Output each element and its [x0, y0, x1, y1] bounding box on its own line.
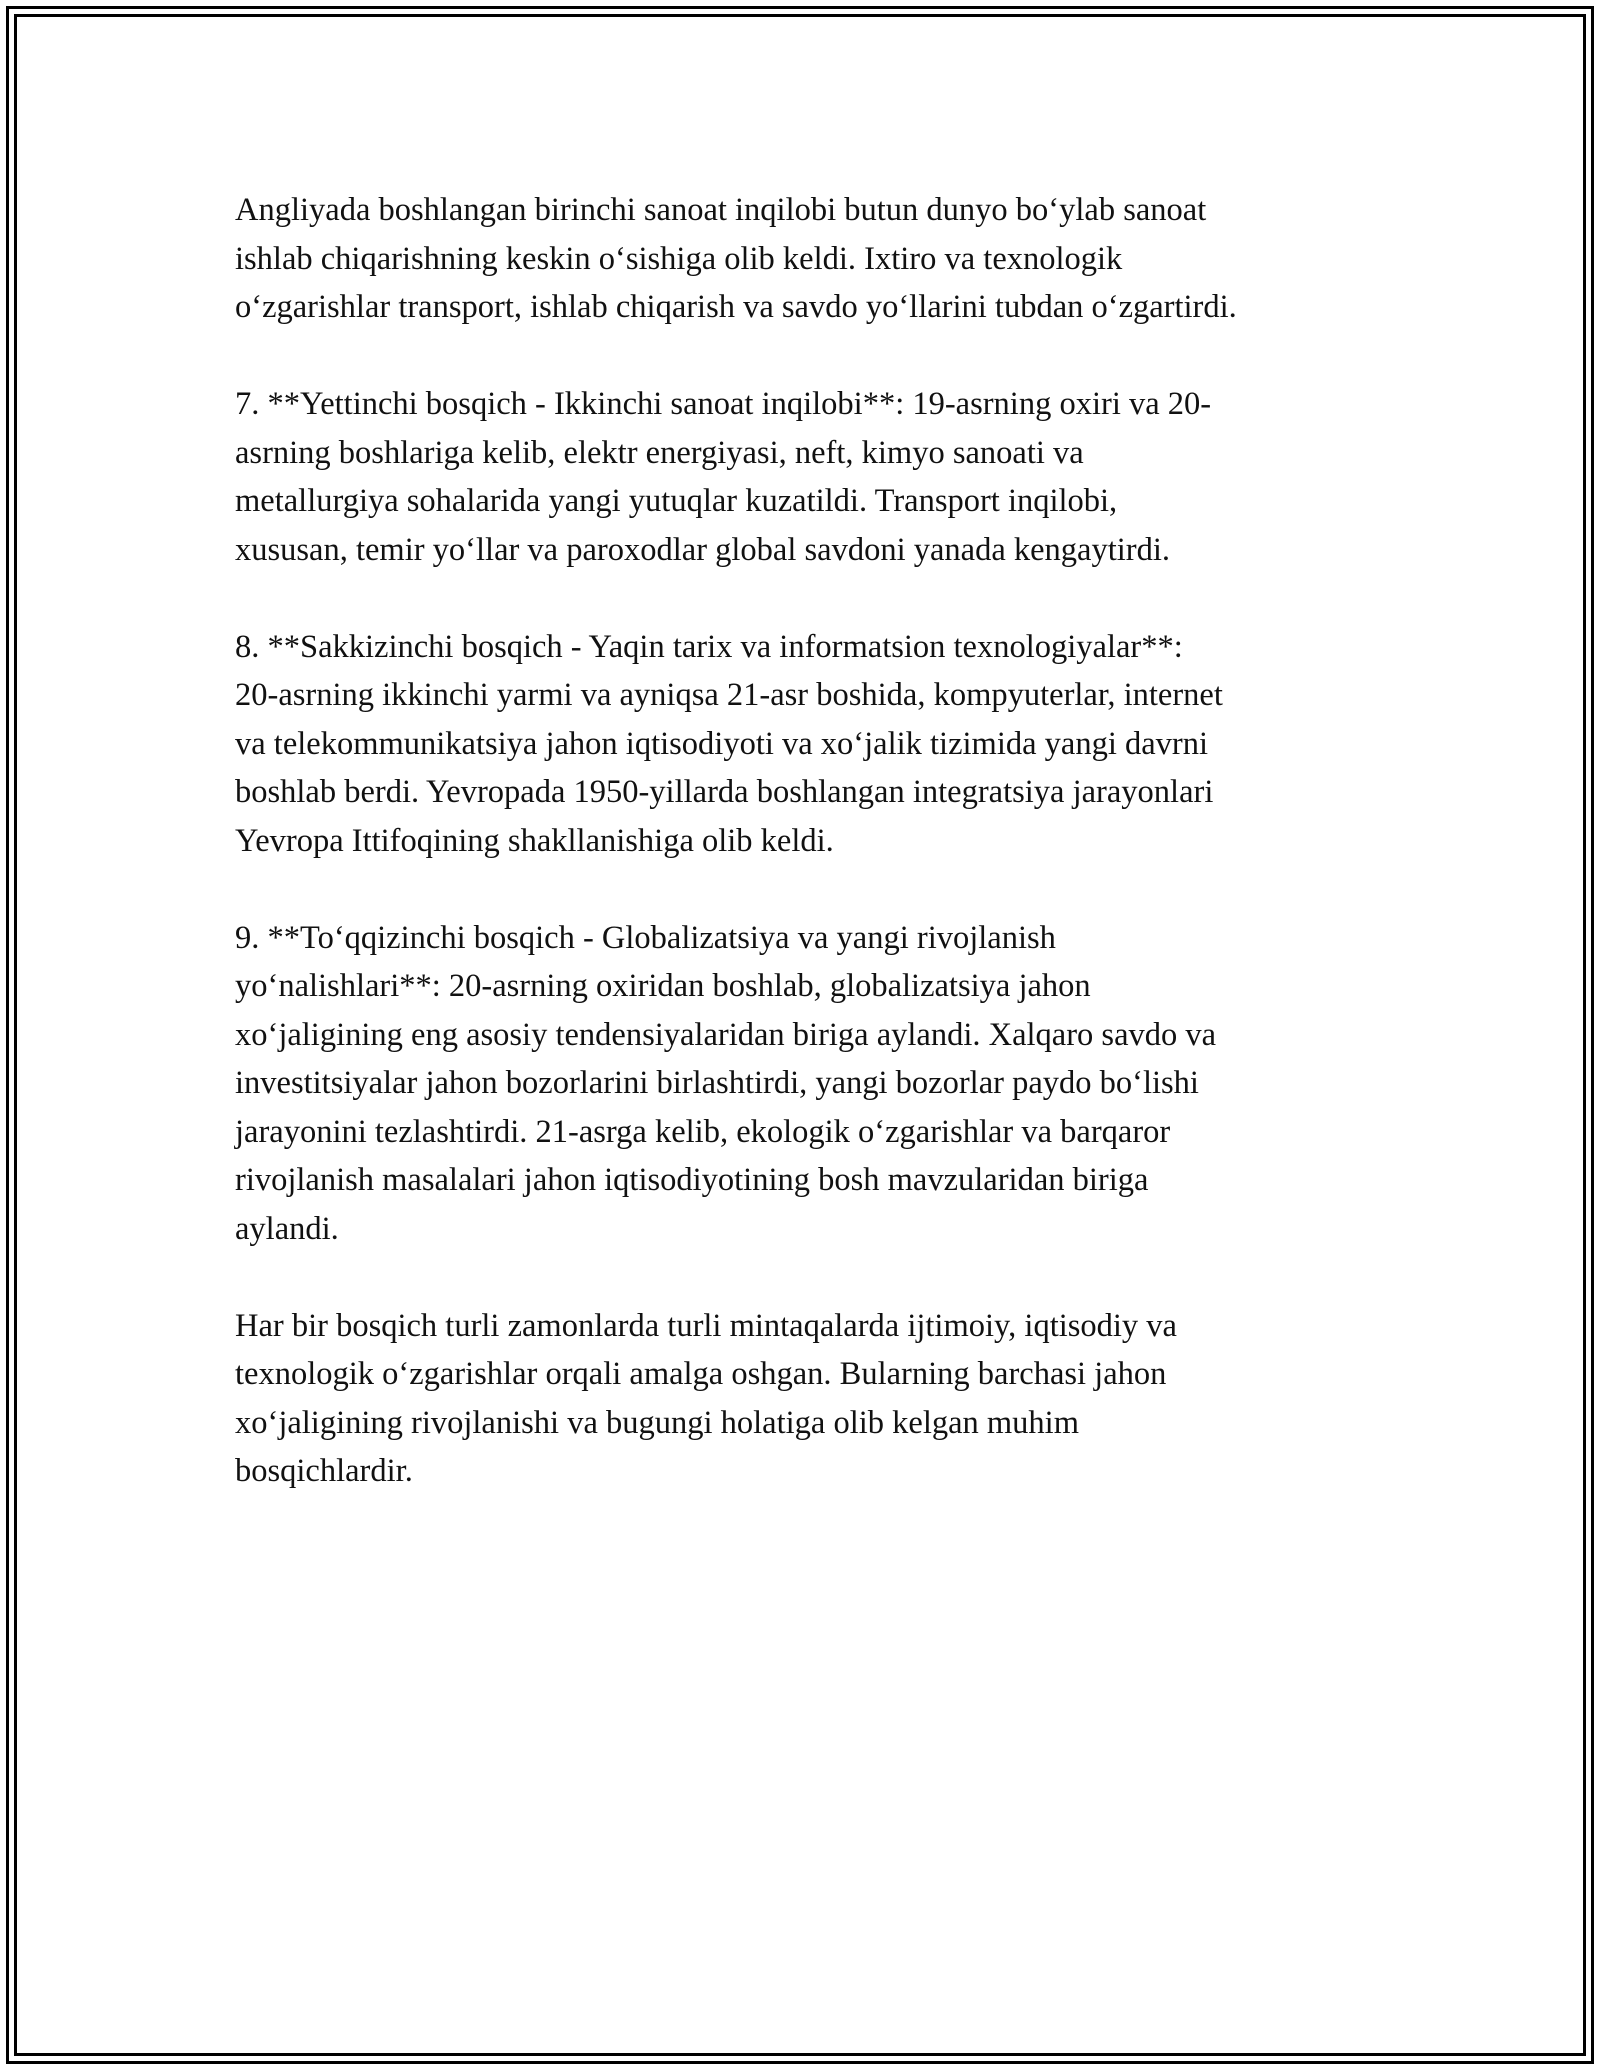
paragraph-stage-8: 8. **Sakkizinchi bosqich - Yaqin tarix va informatsion texnologiyalar**: 20-asrning ikkinchi yarmi va ayniqsa 21-asr boshida, kompyuterlar, internet va telekommunikatsiya jahon iqtisodiyoti va xo‘jalik tizimida yangi davrni boshlab berdi. Yevropada 1950-yillarda boshlangan integratsiya jarayonlari Yevropa Ittifoqining shakllanishiga olib keldi. [235, 628, 1223, 859]
paragraph-intro: Angliyada boshlangan birinchi sanoat inqilobi butun dunyo bo‘ylab sanoat ishlab chiqarishning keskin o‘sishiga olib keldi. Ixtiro va texnologik o‘zgarishlar transport, ishlab chiqarish va savdo yo‘llarini tubdan o‘zgartirdi. [235, 192, 1237, 325]
paragraph-stage-7: 7. **Yettinchi bosqich - Ikkinchi sanoat inqilobi**: 19-asrning oxiri va 20- asrning boshlariga kelib, elektr energiyasi, neft, kimyo sanoati va metallurgiya sohalarida yangi yutuqlar kuzatildi. Transport inqilobi, xususan, temir yo‘llar va paroxodlar global savdoni yanada kengaytirdi. [235, 386, 1212, 568]
paragraph-conclusion: Har bir bosqich turli zamonlarda turli mintaqalarda ijtimoiy, iqtisodiy va texnologik o‘zgarishlar orqali amalga oshgan. Bularning barchasi jahon xo‘jaligining rivojlanishi va bugungi holatiga olib kelgan muhim bosqichlardir. [235, 1307, 1177, 1489]
paragraph-stage-9: 9. **To‘qqizinchi bosqich - Globalizatsiya va yangi rivojlanish yo‘nalishlari**: 20-asrning oxiridan boshlab, globalizatsiya jahon xo‘jaligining eng asosiy tendensiyalaridan biriga aylandi. Xalqaro savdo va investitsiyalar jahon bozorlarini birlashtirdi, yangi bozorlar paydo bo‘lishi jarayonini tezlashtirdi. 21-asrga kelib, ekologik o‘zgarishlar va barqaror rivojlanish masalalari jahon iqtisodiyotining bosh mavzularidan biriga aylandi. [235, 919, 1217, 1247]
document-body [235, 186, 1385, 1544]
